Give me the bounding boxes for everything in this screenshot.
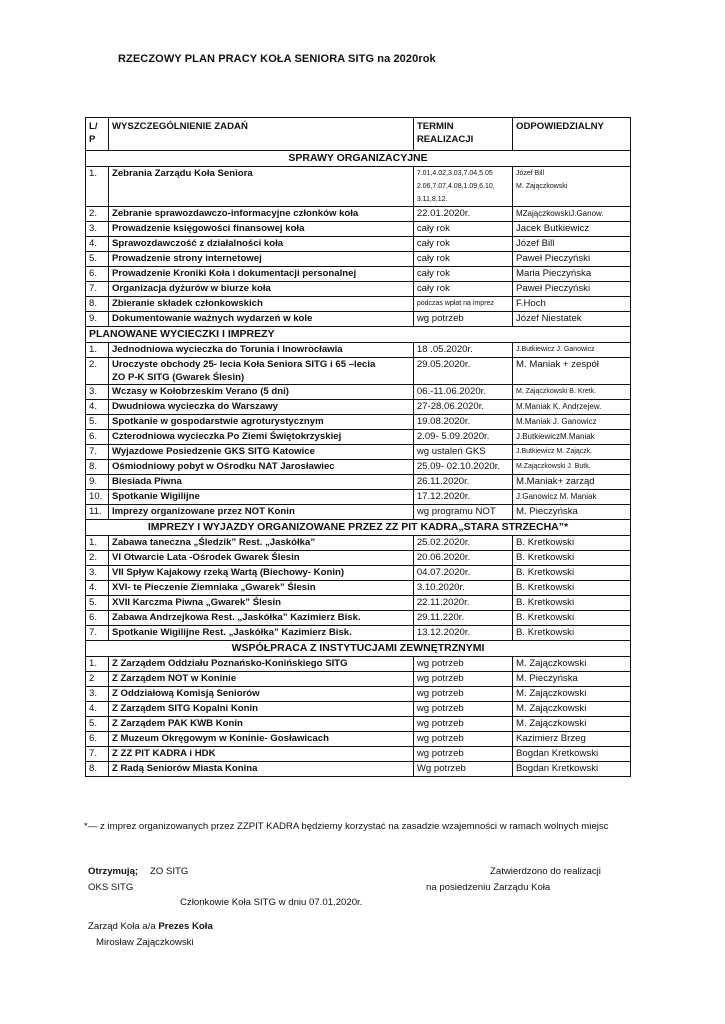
row-term: wg programu NOT xyxy=(413,505,512,520)
row-responsible: M.Maniak K. Andrzejew. xyxy=(513,400,631,415)
row-number: 2. xyxy=(86,551,109,566)
row-term: cały rok xyxy=(413,252,512,267)
table-row xyxy=(86,596,631,611)
row-task: Z Zarządem SITG Kopalni Konin xyxy=(108,702,413,717)
row-term: 7.01,4.02,3.03,7.04,5.05 2.06,7.07,4.08,1.09,6.10, 3.11,8.12. xyxy=(413,167,512,207)
row-responsible: Paweł Pieczyński xyxy=(513,282,631,297)
row-number: 9. xyxy=(86,312,109,327)
row-task: Zabawa Andrzejkowa Rest. „Jaskółka” Kazimierz Bisk. xyxy=(108,611,413,626)
row-responsible: B. Kretkowski xyxy=(513,551,631,566)
row-task: Dokumentowanie ważnych wydarzeń w kole xyxy=(108,312,413,327)
row-task: Z Zarządem NOT w Koninie xyxy=(108,672,413,687)
board-name: Mirosław Zajączkowski xyxy=(96,937,194,948)
row-responsible: Józef Niestatek xyxy=(513,312,631,327)
table-row xyxy=(86,626,631,641)
row-term: 22.11.2020r. xyxy=(413,596,512,611)
row-task: VII Spływ Kajakowy rzeką Wartą (Biechowy- Konin) xyxy=(108,566,413,581)
row-responsible: B. Kretkowski xyxy=(513,581,631,596)
row-responsible: M. Zajączkowski xyxy=(513,717,631,732)
row-term: 13.12.2020r. xyxy=(413,626,512,641)
row-number: 6. xyxy=(86,267,109,282)
row-task: Spotkanie w gospodarstwie agroturystycznym xyxy=(108,415,413,430)
row-term: 04.07.2020r. xyxy=(413,566,512,581)
row-task: VI Otwarcie Lata -Ośrodek Gwarek Ślesin xyxy=(108,551,413,566)
row-number: 8. xyxy=(86,762,109,777)
table-row xyxy=(86,687,631,702)
table-row xyxy=(86,237,631,252)
table-row xyxy=(86,505,631,520)
row-task: Z Zarządem Oddziału Poznańsko-Konińskiego SITG xyxy=(108,657,413,672)
row-task: Z Radą Seniorów Miasta Konina xyxy=(108,762,413,777)
row-task: Wczasy w Kołobrzeskim Verano (5 dni) xyxy=(108,385,413,400)
row-task: Zbieranie składek członkowskich xyxy=(108,297,413,312)
row-term: cały rok xyxy=(413,222,512,237)
section-title: PLANOWANE WYCIECZKI I IMPREZY xyxy=(86,327,631,343)
row-responsible: J.ButkiewiczM.Maniak xyxy=(513,430,631,445)
row-term: 20.06.2020r. xyxy=(413,551,512,566)
row-responsible: Jacek Butkiewicz xyxy=(513,222,631,237)
recipients-line-1: ZO SITG xyxy=(150,866,189,877)
row-number: 7. xyxy=(86,626,109,641)
row-number: 3. xyxy=(86,222,109,237)
table-row xyxy=(86,717,631,732)
header-responsible: ODPOWIEDZIALNY xyxy=(513,118,631,151)
footnote: *— z imprez organizowanych przez ZZPIT KADRA będziemy korzystać na zasadzie wzajemności w ramach wolnych miejsc xyxy=(84,821,609,832)
row-number: 5. xyxy=(86,415,109,430)
row-responsible: J.Ganowicz M. Maniak xyxy=(513,490,631,505)
row-task: Prowadzenie Kroniki Koła i dokumentacji personalnej xyxy=(108,267,413,282)
row-number: 2 xyxy=(86,672,109,687)
row-term: 06.-11.06.2020r. xyxy=(413,385,512,400)
approval-line-1: Zatwierdzono do realizacji xyxy=(490,866,601,877)
row-responsible: B. Kretkowski xyxy=(513,611,631,626)
row-number: 6. xyxy=(86,611,109,626)
row-term: 26.11.2020r. xyxy=(413,475,512,490)
document-title: RZECZOWY PLAN PRACY KOŁA SENIORA SITG na 2020rok xyxy=(118,53,436,65)
row-term: wg potrzeb xyxy=(413,657,512,672)
row-number: 3. xyxy=(86,687,109,702)
row-responsible: M.Maniak J. Ganowicz xyxy=(513,415,631,430)
row-task: Z Oddziałową Komisją Seniorów xyxy=(108,687,413,702)
section-header xyxy=(86,327,631,343)
row-task: Prowadzenie strony internetowej xyxy=(108,252,413,267)
row-responsible: B. Kretkowski xyxy=(513,536,631,551)
recipients-line-3: Członkowie Koła SITG w dniu 07.01.2020r. xyxy=(180,897,363,908)
row-number: 5. xyxy=(86,596,109,611)
table-row xyxy=(86,207,631,222)
row-responsible: M. Zajączkowski xyxy=(513,687,631,702)
table-row xyxy=(86,581,631,596)
table-row xyxy=(86,490,631,505)
table-row xyxy=(86,252,631,267)
row-task: XVI- te Pieczenie Ziemniaka „Gwarek” Ślesin xyxy=(108,581,413,596)
row-responsible: Paweł Pieczyński xyxy=(513,252,631,267)
row-task: Uroczyste obchody 25- lecia Koła Seniora SITG i 65 –lecia ZO P-K SITG (Gwarek Ślesin) xyxy=(108,358,413,385)
row-number: 9. xyxy=(86,475,109,490)
row-term: 29.11.220r. xyxy=(413,611,512,626)
row-number: 4. xyxy=(86,581,109,596)
table-row xyxy=(86,415,631,430)
row-term: cały rok xyxy=(413,282,512,297)
row-term: 19.08.2020r. xyxy=(413,415,512,430)
table-row xyxy=(86,762,631,777)
table-row xyxy=(86,343,631,358)
header-task: WYSZCZEGÓLNIENIE ZADAŃ xyxy=(108,118,413,151)
row-responsible: M.Maniak+ zarząd xyxy=(513,475,631,490)
row-responsible: B. Kretkowski xyxy=(513,626,631,641)
row-task: Imprezy organizowane przez NOT Konin xyxy=(108,505,413,520)
row-term: 2.09- 5.09.2020r. xyxy=(413,430,512,445)
row-number: 4. xyxy=(86,702,109,717)
table-row xyxy=(86,611,631,626)
table-row xyxy=(86,657,631,672)
work-plan-table xyxy=(85,117,631,777)
table-row xyxy=(86,400,631,415)
row-term: cały rok xyxy=(413,267,512,282)
row-task: Zebranie sprawozdawczo-informacyjne członków koła xyxy=(108,207,413,222)
approval-line-2: na posiedzeniu Zarządu Koła xyxy=(426,882,551,893)
recipients-label: Otrzymują; xyxy=(88,866,139,877)
row-term: Wg potrzeb xyxy=(413,762,512,777)
row-number: 5. xyxy=(86,252,109,267)
row-term: wg potrzeb xyxy=(413,687,512,702)
row-number: 10. xyxy=(86,490,109,505)
row-term: 25.02.2020r. xyxy=(413,536,512,551)
row-responsible: J.Butkiewicz M. Zajączk. xyxy=(513,445,631,460)
row-term: 3.10.2020r. xyxy=(413,581,512,596)
row-task: Biesiada Piwna xyxy=(108,475,413,490)
row-term: 27-28.06.2020r. xyxy=(413,400,512,415)
row-responsible: B. Kretkowski xyxy=(513,566,631,581)
row-responsible: M. Zajączkowski xyxy=(513,702,631,717)
row-task: Organizacja dyżurów w biurze koła xyxy=(108,282,413,297)
row-responsible: Józef Bill M. Zajączkowski xyxy=(513,167,631,207)
row-responsible: Józef Bill xyxy=(513,237,631,252)
row-number: 7. xyxy=(86,282,109,297)
recipients-line-2: OKS SITG xyxy=(88,882,134,893)
row-term: podczas wpłat na imprez xyxy=(413,297,512,312)
row-number: 1. xyxy=(86,167,109,207)
row-responsible: M. Zajączkowski xyxy=(513,657,631,672)
board-role: Prezes Koła xyxy=(158,921,213,932)
table-row xyxy=(86,385,631,400)
row-responsible: MZajączkowskiJ.Ganow. xyxy=(513,207,631,222)
row-term: 18 .05.2020r. xyxy=(413,343,512,358)
row-responsible: J.Butkiewicz J. Ganowicz xyxy=(513,343,631,358)
row-responsible: M. Maniak + zespół xyxy=(513,358,631,385)
table-row xyxy=(86,747,631,762)
table-row xyxy=(86,672,631,687)
row-task: Z Zarządem PAK KWB Konin xyxy=(108,717,413,732)
row-number: 3. xyxy=(86,566,109,581)
table-row xyxy=(86,430,631,445)
table-row xyxy=(86,297,631,312)
row-number: 6. xyxy=(86,430,109,445)
row-number: 7. xyxy=(86,747,109,762)
row-responsible: Bogdan Kretkowski xyxy=(513,762,631,777)
board-line xyxy=(88,921,213,932)
row-number: 3. xyxy=(86,385,109,400)
table-row xyxy=(86,702,631,717)
table-row xyxy=(86,282,631,297)
table-row xyxy=(86,445,631,460)
row-term: wg ustaleń GKS xyxy=(413,445,512,460)
row-number: 4. xyxy=(86,400,109,415)
table-row xyxy=(86,551,631,566)
section-title: SPRAWY ORGANIZACYJNE xyxy=(86,151,631,167)
header-lp: L/ P xyxy=(86,118,109,151)
row-term: cały rok xyxy=(413,237,512,252)
header-term: TERMIN REALIZACJI xyxy=(413,118,512,151)
row-number: 8. xyxy=(86,460,109,475)
board-prefix: Zarząd Koła a/a xyxy=(88,921,156,932)
section-header xyxy=(86,520,631,536)
row-term: wg potrzeb xyxy=(413,717,512,732)
section-header xyxy=(86,641,631,657)
table-row xyxy=(86,460,631,475)
row-number: 2. xyxy=(86,207,109,222)
row-responsible: F.Hoch xyxy=(513,297,631,312)
row-term: wg potrzeb xyxy=(413,312,512,327)
row-task: Sprawozdawczość z działalności koła xyxy=(108,237,413,252)
row-term: wg potrzeb xyxy=(413,732,512,747)
row-task: XVII Karczma Piwna „Gwarek” Ślesin xyxy=(108,596,413,611)
row-task: Z Muzeum Okręgowym w Koninie- Gosławicach xyxy=(108,732,413,747)
section-header xyxy=(86,151,631,167)
table-row xyxy=(86,222,631,237)
table-row xyxy=(86,312,631,327)
row-term: 17.12.2020r. xyxy=(413,490,512,505)
section-title: WSPÓŁPRACA Z INSTYTUCJAMI ZEWNĘTRZNYMI xyxy=(86,641,631,657)
row-responsible: M. Zajączkowski B. Kretk. xyxy=(513,385,631,400)
row-task: Zabawa taneczna „Śledzik” Rest. „Jaskółka” xyxy=(108,536,413,551)
row-number: 2. xyxy=(86,358,109,385)
row-responsible: M.Zajączkowski J. Butk. xyxy=(513,460,631,475)
table-row xyxy=(86,732,631,747)
section-title: IMPREZY I WYJAZDY ORGANIZOWANE PRZEZ ZZ PIT KADRA„STARA STRZECHA”* xyxy=(86,520,631,536)
row-responsible: Bogdan Kretkowski xyxy=(513,747,631,762)
row-term: 22.01.2020r. xyxy=(413,207,512,222)
row-number: 1. xyxy=(86,536,109,551)
row-term: wg potrzeb xyxy=(413,747,512,762)
row-task: Zebrania Zarządu Koła Seniora xyxy=(108,167,413,207)
row-responsible: Maria Pieczyńska xyxy=(513,267,631,282)
table-row xyxy=(86,566,631,581)
row-task: Dwudniowa wycieczka do Warszawy xyxy=(108,400,413,415)
row-task: Z ZZ PIT KADRA i HDK xyxy=(108,747,413,762)
row-term: wg potrzeb xyxy=(413,672,512,687)
table-row xyxy=(86,536,631,551)
table-row xyxy=(86,475,631,490)
row-responsible: M. Pieczyńska xyxy=(513,672,631,687)
table-header-row xyxy=(86,118,631,151)
table-row xyxy=(86,358,631,385)
row-number: 4. xyxy=(86,237,109,252)
row-responsible: M. Pieczyńska xyxy=(513,505,631,520)
row-term: 25.09- 02.10.2020r. xyxy=(413,460,512,475)
row-task: Spotkanie Wigilijne Rest. „Jaskółka” Kazimierz Bisk. xyxy=(108,626,413,641)
row-task: Jednodniowa wycieczka do Torunia i Inowrocławia xyxy=(108,343,413,358)
table-body xyxy=(86,151,631,777)
row-number: 7. xyxy=(86,445,109,460)
row-responsible: Kazimierz Brzeg xyxy=(513,732,631,747)
row-task: Czterodniowa wycieczka Po Ziemi Świętokrzyskiej xyxy=(108,430,413,445)
row-number: 8. xyxy=(86,297,109,312)
row-task: Prowadzenie księgowości finansowej koła xyxy=(108,222,413,237)
row-term: 29.05.2020r. xyxy=(413,358,512,385)
row-number: 6. xyxy=(86,732,109,747)
table-row xyxy=(86,167,631,207)
row-number: 1. xyxy=(86,343,109,358)
row-term: wg potrzeb xyxy=(413,702,512,717)
row-task: Ośmiodniowy pobyt w Ośrodku NAT Jarosławiec xyxy=(108,460,413,475)
row-task: Wyjazdowe Posiedzenie GKS SITG Katowice xyxy=(108,445,413,460)
row-number: 5. xyxy=(86,717,109,732)
row-number: 11. xyxy=(86,505,109,520)
row-task: Spotkanie Wigilijne xyxy=(108,490,413,505)
table-row xyxy=(86,267,631,282)
row-responsible: B. Kretkowski xyxy=(513,596,631,611)
row-number: 1. xyxy=(86,657,109,672)
